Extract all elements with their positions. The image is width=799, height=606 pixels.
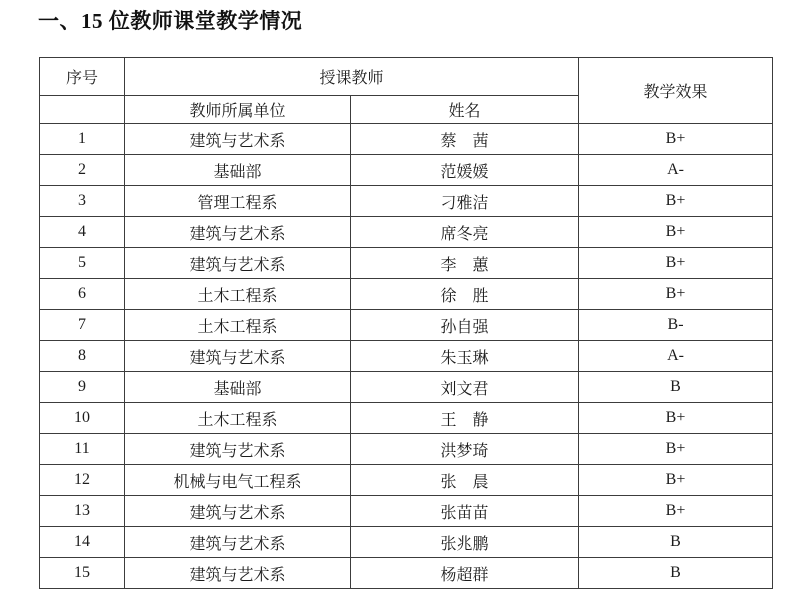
- cell-department: 建筑与艺术系: [125, 558, 351, 589]
- cell-name: 洪梦琦: [351, 434, 579, 465]
- cell-effect: A-: [579, 155, 773, 186]
- table-row: [40, 310, 773, 341]
- table-row: [40, 372, 773, 403]
- table-row: [40, 155, 773, 186]
- cell-name: 徐 胜: [351, 279, 579, 310]
- cell-department: 基础部: [125, 372, 351, 403]
- cell-effect: B+: [579, 186, 773, 217]
- header-teacher-group: 授课教师: [125, 58, 579, 96]
- table-row: [40, 279, 773, 310]
- cell-name: 孙自强: [351, 310, 579, 341]
- cell-no: 2: [40, 155, 125, 186]
- cell-effect: B: [579, 527, 773, 558]
- cell-no: 13: [40, 496, 125, 527]
- cell-name: 张苗苗: [351, 496, 579, 527]
- cell-name: 张 晨: [351, 465, 579, 496]
- table-row: [40, 403, 773, 434]
- cell-effect: B+: [579, 217, 773, 248]
- table-row: [40, 124, 773, 155]
- cell-effect: B+: [579, 465, 773, 496]
- cell-effect: B+: [579, 434, 773, 465]
- cell-no: 8: [40, 341, 125, 372]
- table-body: [40, 124, 773, 589]
- cell-effect: B+: [579, 124, 773, 155]
- cell-name: 蔡 茜: [351, 124, 579, 155]
- cell-department: 建筑与艺术系: [125, 496, 351, 527]
- cell-no: 11: [40, 434, 125, 465]
- header-empty-cell: [40, 96, 125, 124]
- cell-name: 朱玉琳: [351, 341, 579, 372]
- cell-name: 席冬亮: [351, 217, 579, 248]
- table-row: [40, 186, 773, 217]
- cell-no: 12: [40, 465, 125, 496]
- header-row-top: [40, 58, 773, 96]
- table-row: [40, 434, 773, 465]
- cell-department: 建筑与艺术系: [125, 434, 351, 465]
- cell-department: 建筑与艺术系: [125, 124, 351, 155]
- cell-department: 管理工程系: [125, 186, 351, 217]
- table-row: [40, 465, 773, 496]
- header-col-name: 姓名: [351, 96, 579, 124]
- cell-department: 土木工程系: [125, 403, 351, 434]
- cell-effect: B: [579, 558, 773, 589]
- cell-effect: B-: [579, 310, 773, 341]
- cell-no: 3: [40, 186, 125, 217]
- table-row: [40, 558, 773, 589]
- cell-effect: B: [579, 372, 773, 403]
- cell-effect: B+: [579, 279, 773, 310]
- cell-name: 刁雅洁: [351, 186, 579, 217]
- cell-department: 机械与电气工程系: [125, 465, 351, 496]
- cell-department: 建筑与艺术系: [125, 341, 351, 372]
- cell-effect: B+: [579, 403, 773, 434]
- cell-department: 土木工程系: [125, 279, 351, 310]
- header-col-effect: 教学效果: [579, 58, 773, 124]
- cell-no: 5: [40, 248, 125, 279]
- cell-effect: B+: [579, 248, 773, 279]
- cell-no: 9: [40, 372, 125, 403]
- table-row: [40, 248, 773, 279]
- cell-effect: A-: [579, 341, 773, 372]
- cell-name: 刘文君: [351, 372, 579, 403]
- header-col-department: 教师所属单位: [125, 96, 351, 124]
- cell-department: 建筑与艺术系: [125, 527, 351, 558]
- cell-name: 范媛媛: [351, 155, 579, 186]
- cell-name: 李 蕙: [351, 248, 579, 279]
- cell-department: 建筑与艺术系: [125, 248, 351, 279]
- cell-name: 杨超群: [351, 558, 579, 589]
- table-row: [40, 496, 773, 527]
- table-row: [40, 341, 773, 372]
- table-header: [40, 58, 773, 124]
- cell-no: 14: [40, 527, 125, 558]
- table-row: [40, 217, 773, 248]
- teachers-table: [39, 57, 773, 589]
- cell-effect: B+: [579, 496, 773, 527]
- cell-no: 1: [40, 124, 125, 155]
- header-col-no: 序号: [40, 58, 125, 96]
- table-row: [40, 527, 773, 558]
- cell-no: 6: [40, 279, 125, 310]
- cell-department: 建筑与艺术系: [125, 217, 351, 248]
- cell-no: 7: [40, 310, 125, 341]
- cell-name: 王 静: [351, 403, 579, 434]
- cell-department: 土木工程系: [125, 310, 351, 341]
- cell-department: 基础部: [125, 155, 351, 186]
- cell-no: 10: [40, 403, 125, 434]
- cell-name: 张兆鹏: [351, 527, 579, 558]
- cell-no: 4: [40, 217, 125, 248]
- cell-no: 15: [40, 558, 125, 589]
- page-title: 一、15 位教师课堂教学情况: [38, 9, 303, 33]
